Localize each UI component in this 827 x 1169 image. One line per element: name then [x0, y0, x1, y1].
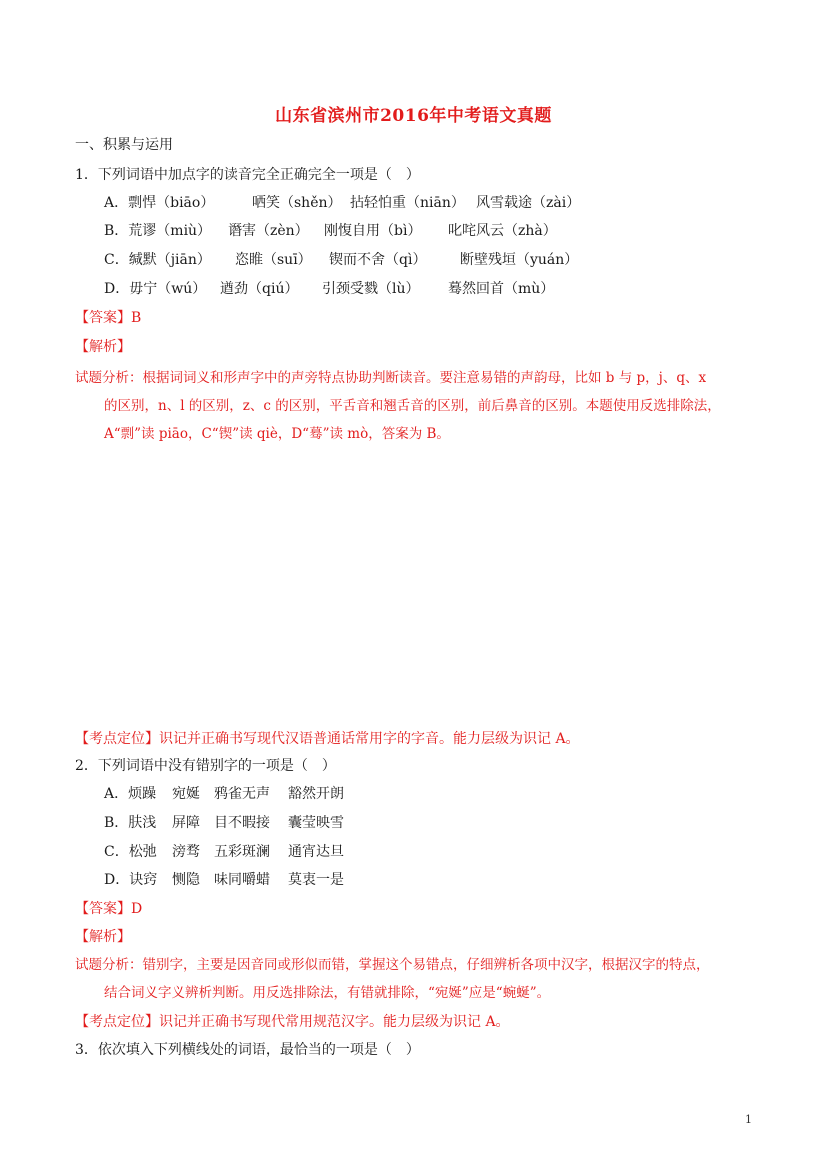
q2-analysis-line-1: 试题分析：错别字，主要是因音同或形似而错，掌握这个易错点，仔细辨析各项中汉字，根据汉字的特点，	[75, 957, 710, 973]
q2-kaodian: 【考点定位】识记并正确书写现代常用规范汉字。能力层级为识记 A。	[75, 1014, 510, 1030]
page-number: 1	[745, 1113, 752, 1126]
q2-option-a: A．烦躁 宛娫 鸦雀无声 豁然开朗	[104, 786, 344, 802]
question-2-stem: 2．下列词语中没有错别字的一项是（ ）	[75, 758, 336, 774]
q1-analysis-line-2: 的区别，n、l 的区别，z、c 的区别，平舌音和翘舌音的区别，前后鼻音的区别。本题使用反选排除法，	[104, 398, 721, 414]
q1-analysis-label: 【解析】	[75, 339, 131, 355]
answer-label: 【答案】	[75, 310, 131, 326]
answer-value: B	[131, 310, 142, 326]
answer-label: 【答案】	[75, 901, 131, 917]
page-title: 山东省滨州市2016年中考语文真题	[275, 106, 552, 126]
q1-option-b: B．荒谬（miù） 谮害（zèn） 刚愎自用（bì） 叱咤风云（zhà）	[104, 223, 557, 239]
answer-value: D	[131, 901, 143, 917]
q2-option-d: D．诀窍 恻隐 味同嚼蜡 莫衷一是	[104, 872, 344, 888]
section-heading: 一、积累与运用	[75, 137, 173, 153]
question-1-stem: 1．下列词语中加点字的读音完全正确完全一项是（ ）	[75, 167, 420, 183]
q1-analysis-line-3: A“剽”读 piāo，C“锲”读 qiè，D“蓦”读 mò，答案为 B。	[104, 426, 450, 442]
q1-option-c: C．缄默（jiān） 恣睢（suī） 锲而不舍（qì） 断壁残垣（yuán）	[104, 252, 579, 268]
q2-analysis-line-2: 结合词义字义辨析判断。用反选排除法，有错就排除，“宛娫”应是“蜿蜒”。	[104, 985, 551, 1001]
q1-option-a: A．剽悍（biāo） 哂笑（shěn） 拈轻怕重（niān） 风雪载途（zài）	[104, 195, 581, 211]
q2-analysis-label: 【解析】	[75, 929, 131, 945]
q1-option-d: D．毋宁（wú） 遒劲（qiú） 引颈受戮（lù） 蓦然回首（mù）	[104, 281, 555, 297]
q1-analysis-line-1: 试题分析：根据词词义和形声字中的声旁特点协助判断读音。要注意易错的声韵母，比如 b 与 p，j、q、x	[75, 370, 707, 386]
q2-option-c: C．松弛 滂骛 五彩斑澜 通宵达旦	[104, 844, 344, 860]
q2-option-b: B．肤浅 屏障 目不暇接 囊莹映雪	[104, 815, 344, 831]
question-3-stem: 3．依次填入下列横线处的词语，最恰当的一项是（ ）	[75, 1042, 420, 1058]
q2-answer	[75, 899, 142, 919]
q1-answer	[75, 308, 141, 328]
q1-kaodian: 【考点定位】识记并正确书写现代汉语普通话常用字的字音。能力层级为识记 A。	[75, 731, 580, 747]
